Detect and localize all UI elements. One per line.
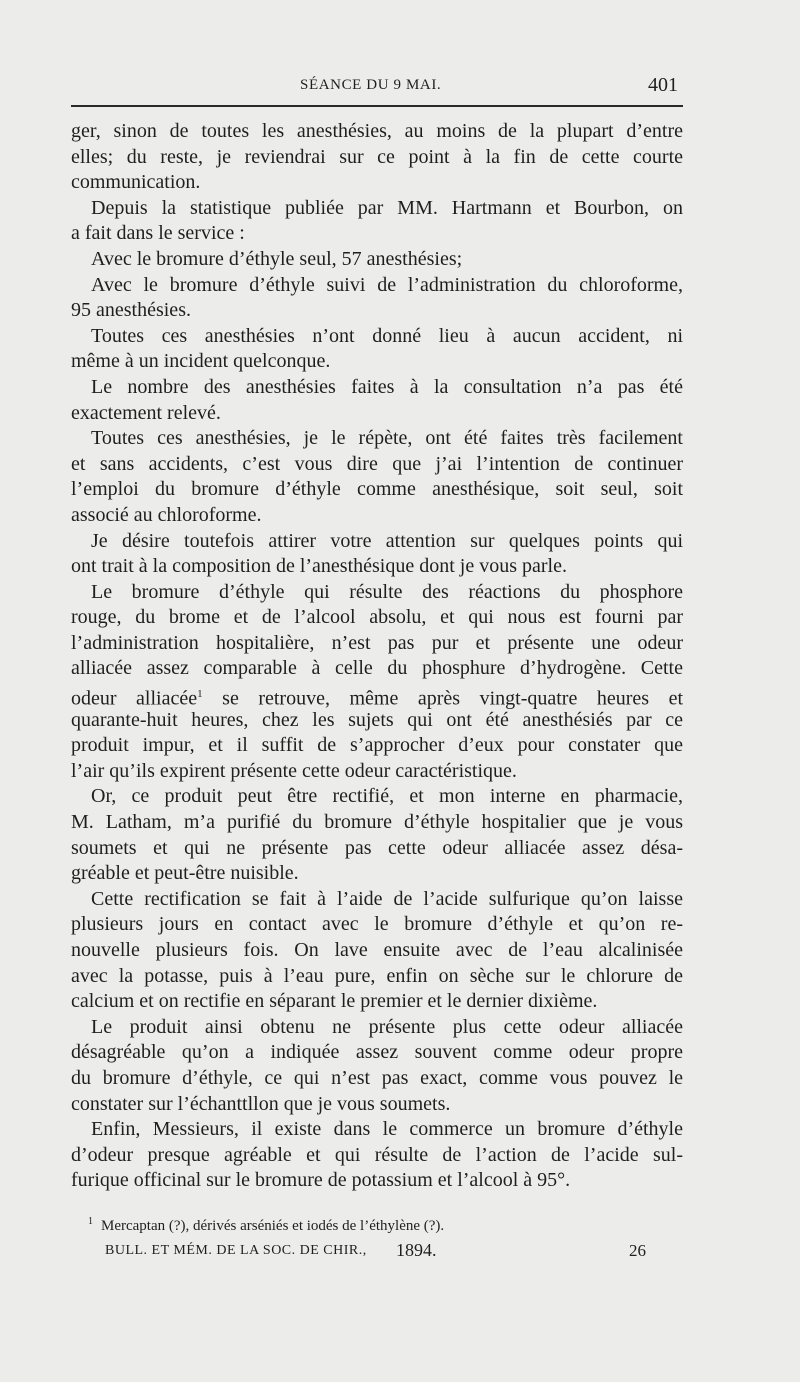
journal-reference: BULL. ET MÉM. DE LA SOC. DE CHIR., (105, 1243, 367, 1258)
text-line: Cette rectification se fait à l’aide de l’acide sulfurique qu’on laisse (91, 887, 683, 910)
text-line: Le bromure d’éthyle qui résulte des réactions du phosphore (91, 580, 683, 603)
body-text (71, 119, 683, 1194)
text-line: soumets et qui ne présente pas cette odeur alliacée assez désa- (71, 836, 683, 859)
text-line: exactement relevé. (71, 401, 221, 424)
text-line: rouge, du brome et de l’alcool absolu, et qui nous est fourni par (71, 606, 683, 629)
signature-number: 26 (629, 1241, 646, 1260)
footnote-marker: 1 (88, 1216, 93, 1227)
text-line: plusieurs jours en contact avec le bromure d’éthyle et qu’on re- (71, 913, 683, 936)
text-line: l’emploi du bromure d’éthyle comme anesthésique, soit seul, soit (71, 478, 683, 501)
text-line: Je désire toutefois attirer votre attention sur quelques points qui (91, 529, 683, 552)
text-line: nouvelle plusieurs fois. On lave ensuite avec de l’eau alcalinisée (71, 939, 683, 961)
text-line: et sans accidents, c’est vous dire que j’ai l’intention de continuer (71, 452, 683, 475)
text-line: Avec le bromure d’éthyle seul, 57 anesthésies; (91, 247, 463, 270)
text-line: associé au chloroforme. (71, 503, 262, 526)
text-line: Or, ce produit peut être rectifié, et mon interne en pharmacie, (91, 785, 683, 808)
publication-year: 1894. (396, 1240, 437, 1260)
text-line: ont trait à la composition de l’anesthésique dont je vous parle. (71, 555, 567, 578)
text-line: constater sur l’échanttllon que je vous soumets. (71, 1092, 451, 1115)
text-line: gréable et peut-être nuisible. (71, 862, 299, 885)
page-number: 401 (648, 74, 678, 96)
footnote-text: Mercaptan (?), dérivés arséniés et iodés de l’éthylène (?). (101, 1218, 445, 1234)
text-line: l’air qu’ils expirent présente cette odeur caractéristique. (71, 759, 517, 782)
text-line: Avec le bromure d’éthyle suivi de l’administration du chloroforme, (91, 273, 683, 296)
text-line: communication. (71, 171, 201, 194)
text-line: ger, sinon de toutes les anesthésies, au moins de la plupart d’entre (71, 120, 683, 142)
text-line: l’administration hospitalière, n’est pas pur et présente une odeur (71, 631, 683, 654)
text-line: M. Latham, m’a purifié du bromure d’éthyle hospitalier que je vous (71, 811, 683, 834)
text-line: Toutes ces anesthésies n’ont donné lieu à aucun accident, ni (91, 324, 683, 347)
running-title: SÉANCE DU 9 MAI. (300, 77, 442, 93)
page-header (0, 73, 800, 103)
text-line: quarante-huit heures, chez les sujets qui ont été anesthésiés par ce (71, 708, 683, 731)
text-line: Le produit ainsi obtenu ne présente plus cette odeur alliacée (91, 1015, 683, 1038)
footnote (88, 1212, 688, 1236)
text-line: 95 anesthésies. (71, 299, 191, 322)
footnote-reference: 1 (197, 688, 203, 701)
text-line: avec la potasse, puis à l’eau pure, enfin on sèche sur le chlorure de (71, 964, 683, 987)
text-line: Depuis la statistique publiée par MM. Hartmann et Bourbon, on (91, 196, 683, 219)
text-segment: odeur alliacée (71, 687, 198, 710)
text-line: Toutes ces anesthésies, je le répète, ont été faites très facilement (91, 427, 683, 450)
text-line: elles; du reste, je reviendrai sur ce point à la fin de cette courte (71, 145, 683, 168)
text-line-with-footnote (71, 682, 683, 708)
text-line: furique officinal sur le bromure de potassium et l’alcool à 95°. (71, 1169, 571, 1192)
header-rule (71, 105, 683, 107)
page-footer (105, 1240, 665, 1267)
text-line: désagréable qu’on a indiquée assez souvent comme odeur propre (71, 1041, 683, 1064)
text-line: calcium et on rectifie en séparant le premier et le dernier dixième. (71, 990, 598, 1013)
text-line: Enfin, Messieurs, il existe dans le commerce un bromure d’éthyle (91, 1118, 683, 1141)
text-line: même à un incident quelconque. (71, 350, 331, 373)
text-line: produit impur, et il suffit de s’approcher d’eux pour constater que (71, 734, 683, 757)
text-line: Le nombre des anesthésies faites à la consultation n’a pas été (91, 375, 683, 398)
text-line: du bromure d’éthyle, ce qui n’est pas exact, comme vous pouvez le (71, 1066, 683, 1089)
text-segment: se retrouve, même après vingt-quatre heures et (222, 687, 684, 710)
text-line: d’odeur presque agréable et qui résulte de l’action de l’acide sul- (71, 1143, 683, 1166)
text-line: alliacée assez comparable à celle du phosphure d’hydrogène. Cette (71, 657, 683, 680)
text-line: a fait dans le service : (71, 222, 245, 245)
